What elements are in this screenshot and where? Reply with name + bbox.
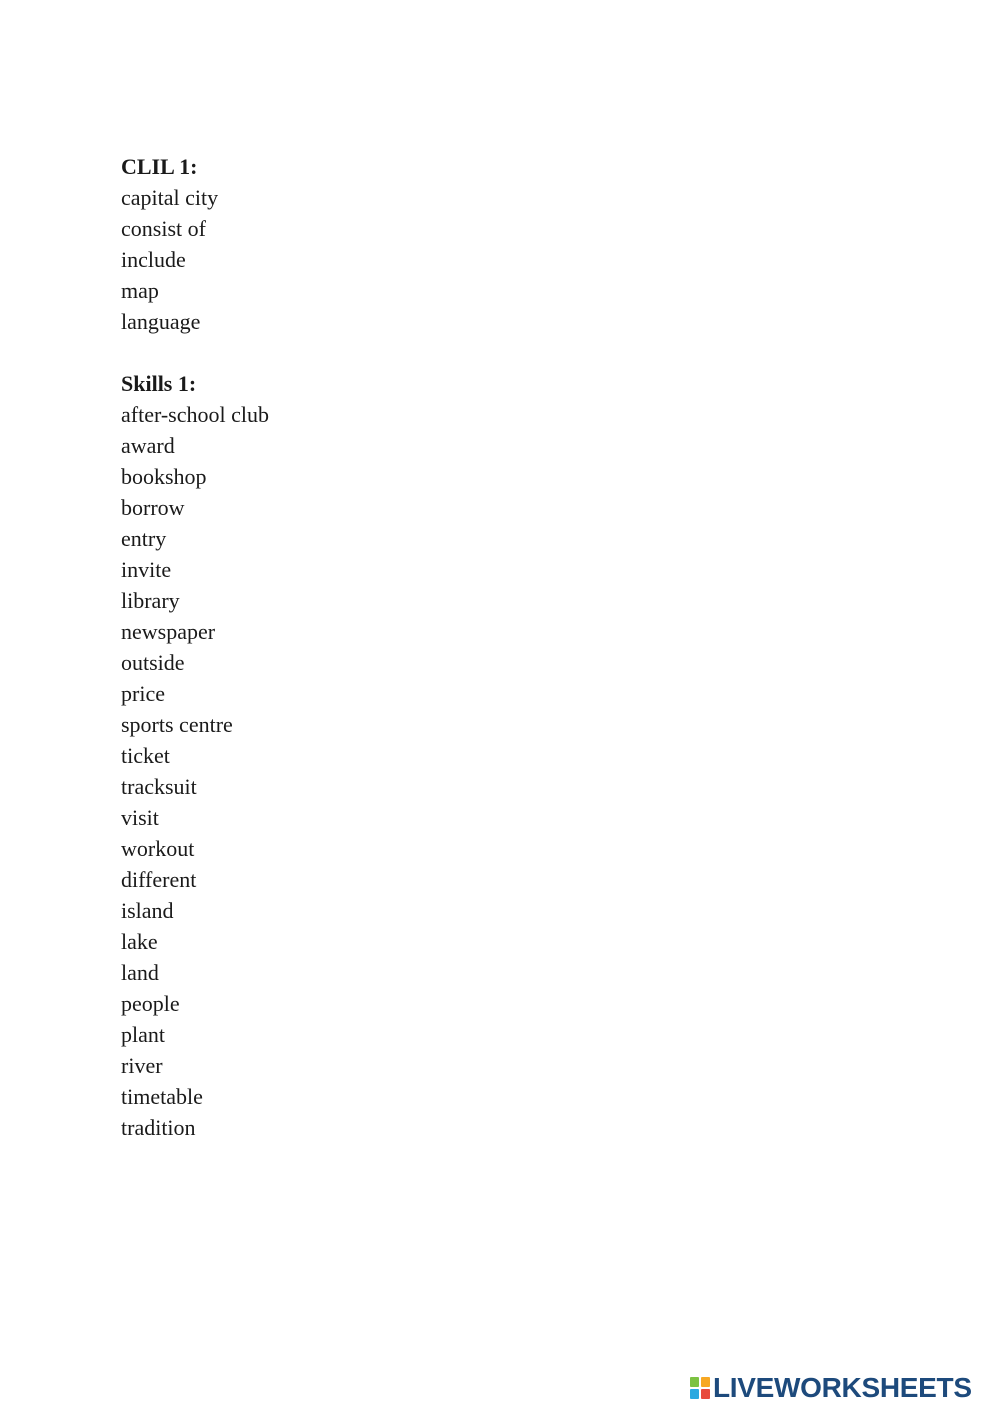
vocabulary-content <box>121 151 721 1143</box>
logo-square-orange <box>701 1377 710 1387</box>
section-skills-1 <box>121 368 721 1143</box>
word-item: land <box>121 960 159 985</box>
section-clil-1 <box>121 151 721 337</box>
liveworksheets-logo-icon <box>690 1377 710 1399</box>
word-item: island <box>121 898 174 923</box>
word-list <box>121 182 721 337</box>
brand-logo <box>690 1373 972 1403</box>
word-item: consist of <box>121 216 206 241</box>
word-item: river <box>121 1053 163 1078</box>
word-item: sports centre <box>121 712 233 737</box>
logo-square-blue <box>690 1389 699 1399</box>
word-item: tracksuit <box>121 774 197 799</box>
word-item: library <box>121 588 180 613</box>
word-item: borrow <box>121 495 185 520</box>
word-list <box>121 399 721 1143</box>
word-item: visit <box>121 805 159 830</box>
word-item: entry <box>121 526 167 551</box>
section-heading: Skills 1: <box>121 371 197 396</box>
word-item: different <box>121 867 197 892</box>
word-item: language <box>121 309 201 334</box>
word-item: tradition <box>121 1115 196 1140</box>
word-item: price <box>121 681 165 706</box>
logo-square-red <box>701 1389 710 1399</box>
logo-square-green <box>690 1377 699 1387</box>
word-item: plant <box>121 1022 165 1047</box>
section-heading: CLIL 1: <box>121 154 198 179</box>
word-item: outside <box>121 650 185 675</box>
word-item: invite <box>121 557 172 582</box>
word-item: ticket <box>121 743 170 768</box>
word-item: timetable <box>121 1084 203 1109</box>
word-item: include <box>121 247 186 272</box>
word-item: people <box>121 991 180 1016</box>
brand-name: LIVEWORKSHEETS <box>713 1372 972 1403</box>
word-item: map <box>121 278 159 303</box>
word-item: after-school club <box>121 402 269 427</box>
word-item: award <box>121 433 175 458</box>
word-item: lake <box>121 929 158 954</box>
word-item: workout <box>121 836 195 861</box>
word-item: newspaper <box>121 619 216 644</box>
word-item: capital city <box>121 185 219 210</box>
word-item: bookshop <box>121 464 207 489</box>
